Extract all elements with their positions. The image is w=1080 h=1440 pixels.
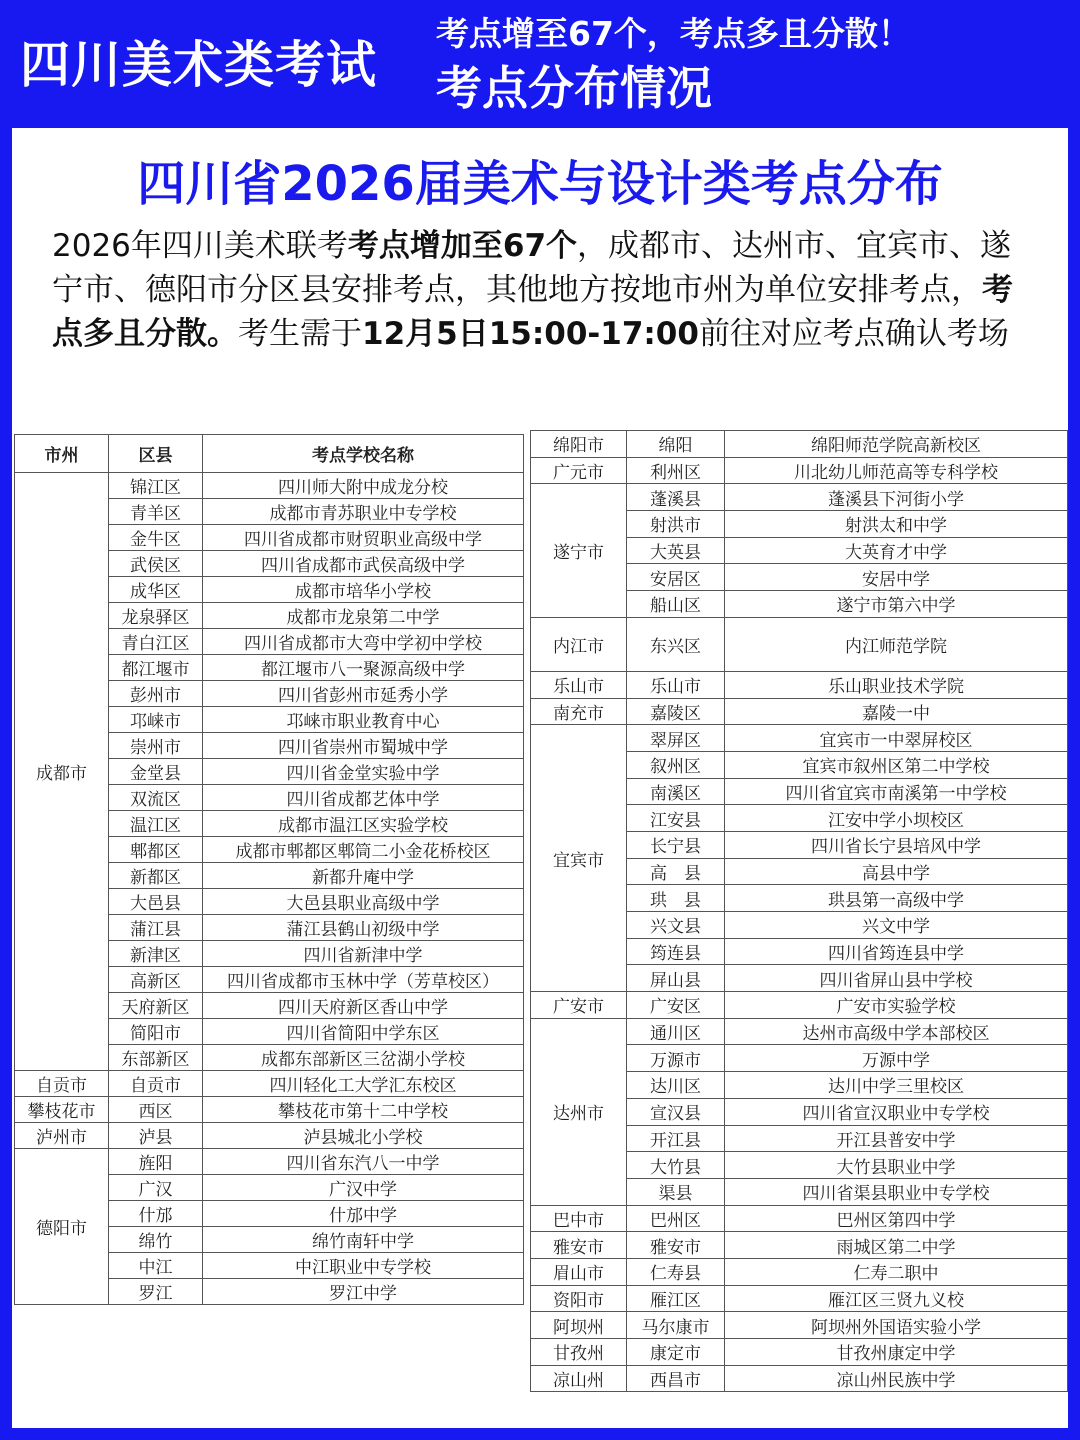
district-cell: 大英县 bbox=[627, 537, 725, 564]
school-cell: 达川中学三里校区 bbox=[725, 1072, 1068, 1099]
district-cell: 康定市 bbox=[627, 1339, 725, 1366]
district-cell: 旌阳 bbox=[109, 1149, 203, 1175]
district-cell: 广安区 bbox=[627, 992, 725, 1019]
school-cell: 四川省成都市财贸职业高级中学 bbox=[203, 525, 524, 551]
table-row bbox=[531, 725, 1068, 752]
school-cell: 江安中学小坝校区 bbox=[725, 805, 1068, 832]
table-header-row bbox=[15, 435, 524, 473]
school-cell: 广安市实验学校 bbox=[725, 992, 1068, 1019]
school-cell: 四川省成都市玉林中学（芳草校区） bbox=[203, 967, 524, 993]
table-row bbox=[531, 671, 1068, 698]
district-cell: 安居区 bbox=[627, 564, 725, 591]
district-cell: 新都区 bbox=[109, 863, 203, 889]
city-cell: 资阳市 bbox=[531, 1285, 627, 1312]
school-cell: 射洪太和中学 bbox=[725, 511, 1068, 538]
district-cell: 金牛区 bbox=[109, 525, 203, 551]
district-cell: 雅安市 bbox=[627, 1232, 725, 1259]
school-cell: 四川省崇州市蜀城中学 bbox=[203, 733, 524, 759]
school-cell: 新都升庵中学 bbox=[203, 863, 524, 889]
school-cell: 安居中学 bbox=[725, 564, 1068, 591]
intro-text-2: ，成都市、达州市、宜宾市、遂宁市、德阳市分区县安排考点，其他地方按地市州为单位安排考点， bbox=[52, 228, 1012, 308]
table-row bbox=[15, 1149, 524, 1175]
school-cell: 四川省金堂实验中学 bbox=[203, 759, 524, 785]
header-district: 区县 bbox=[109, 435, 203, 473]
school-cell: 中江职业中专学校 bbox=[203, 1253, 524, 1279]
exam-site-table-left bbox=[14, 434, 524, 1305]
district-cell: 雁江区 bbox=[627, 1285, 725, 1312]
city-cell: 巴中市 bbox=[531, 1205, 627, 1232]
district-cell: 开江县 bbox=[627, 1125, 725, 1152]
school-cell: 广汉中学 bbox=[203, 1175, 524, 1201]
school-cell: 宜宾市一中翠屏校区 bbox=[725, 725, 1068, 752]
district-cell: 蒲江县 bbox=[109, 915, 203, 941]
table-row bbox=[531, 1258, 1068, 1285]
district-cell: 达川区 bbox=[627, 1072, 725, 1099]
district-cell: 东兴区 bbox=[627, 617, 725, 671]
school-cell: 内江师范学院 bbox=[725, 617, 1068, 671]
district-cell: 通川区 bbox=[627, 1018, 725, 1045]
school-cell: 宜宾市叙州区第二中学校 bbox=[725, 751, 1068, 778]
school-cell: 四川省东汽八一中学 bbox=[203, 1149, 524, 1175]
district-cell: 宣汉县 bbox=[627, 1098, 725, 1125]
school-cell: 四川省屏山县中学校 bbox=[725, 965, 1068, 992]
city-cell: 德阳市 bbox=[15, 1149, 109, 1305]
school-cell: 成都市培华小学校 bbox=[203, 577, 524, 603]
school-cell: 川北幼儿师范高等专科学校 bbox=[725, 457, 1068, 484]
exam-site-table-right bbox=[530, 430, 1068, 1392]
district-cell: 利州区 bbox=[627, 457, 725, 484]
school-cell: 都江堰市八一聚源高级中学 bbox=[203, 655, 524, 681]
city-cell: 阿坝州 bbox=[531, 1312, 627, 1339]
district-cell: 西区 bbox=[109, 1097, 203, 1123]
table-row bbox=[15, 1097, 524, 1123]
school-cell: 大英育才中学 bbox=[725, 537, 1068, 564]
district-cell: 巴州区 bbox=[627, 1205, 725, 1232]
header-school: 考点学校名称 bbox=[203, 435, 524, 473]
district-cell: 江安县 bbox=[627, 805, 725, 832]
table-row bbox=[531, 1285, 1068, 1312]
intro-bold-1: 考点增加至67个 bbox=[347, 228, 578, 264]
school-cell: 罗江中学 bbox=[203, 1279, 524, 1305]
city-cell: 凉山州 bbox=[531, 1365, 627, 1392]
district-cell: 渠县 bbox=[627, 1178, 725, 1205]
district-cell: 武侯区 bbox=[109, 551, 203, 577]
school-cell: 成都东部新区三岔湖小学校 bbox=[203, 1045, 524, 1071]
school-cell: 凉山州民族中学 bbox=[725, 1365, 1068, 1392]
district-cell: 仁寿县 bbox=[627, 1258, 725, 1285]
district-cell: 龙泉驿区 bbox=[109, 603, 203, 629]
district-cell: 珙 县 bbox=[627, 885, 725, 912]
district-cell: 郫都区 bbox=[109, 837, 203, 863]
school-cell: 四川天府新区香山中学 bbox=[203, 993, 524, 1019]
city-cell: 绵阳市 bbox=[531, 431, 627, 458]
district-cell: 金堂县 bbox=[109, 759, 203, 785]
school-cell: 遂宁市第六中学 bbox=[725, 591, 1068, 618]
district-cell: 东部新区 bbox=[109, 1045, 203, 1071]
school-cell: 成都市龙泉第二中学 bbox=[203, 603, 524, 629]
school-cell: 成都市郫都区郫筒二小金花桥校区 bbox=[203, 837, 524, 863]
school-cell: 蓬溪县下河街小学 bbox=[725, 484, 1068, 511]
school-cell: 四川省成都市武侯高级中学 bbox=[203, 551, 524, 577]
table-row bbox=[531, 1205, 1068, 1232]
table-row bbox=[15, 473, 524, 499]
school-cell: 四川省成都市大弯中学初中学校 bbox=[203, 629, 524, 655]
district-cell: 船山区 bbox=[627, 591, 725, 618]
header-city: 市州 bbox=[15, 435, 109, 473]
district-cell: 邛崃市 bbox=[109, 707, 203, 733]
school-cell: 达州市高级中学本部校区 bbox=[725, 1018, 1068, 1045]
district-cell: 兴文县 bbox=[627, 912, 725, 939]
district-cell: 蓬溪县 bbox=[627, 484, 725, 511]
table-row bbox=[15, 1123, 524, 1149]
district-cell: 自贡市 bbox=[109, 1071, 203, 1097]
table-row bbox=[531, 1232, 1068, 1259]
school-cell: 大邑县职业高级中学 bbox=[203, 889, 524, 915]
content-card bbox=[12, 128, 1068, 1428]
intro-bold-3: 12月5日15:00-17:00 bbox=[362, 316, 699, 352]
school-cell: 雨城区第二中学 bbox=[725, 1232, 1068, 1259]
city-cell: 乐山市 bbox=[531, 671, 627, 698]
school-cell: 绵竹南轩中学 bbox=[203, 1227, 524, 1253]
table-row bbox=[531, 1365, 1068, 1392]
school-cell: 兴文中学 bbox=[725, 912, 1068, 939]
city-cell: 南充市 bbox=[531, 698, 627, 725]
district-cell: 泸县 bbox=[109, 1123, 203, 1149]
page-title: 四川省2026届美术与设计类考点分布 bbox=[137, 156, 943, 212]
banner-title: 四川美术类考试 bbox=[20, 36, 377, 94]
school-cell: 绵阳师范学院高新校区 bbox=[725, 431, 1068, 458]
school-cell: 攀枝花市第十二中学校 bbox=[203, 1097, 524, 1123]
table-row bbox=[531, 617, 1068, 671]
school-cell: 四川省彭州市延秀小学 bbox=[203, 681, 524, 707]
district-cell: 大竹县 bbox=[627, 1152, 725, 1179]
table-row bbox=[531, 431, 1068, 458]
school-cell: 四川轻化工大学汇东校区 bbox=[203, 1071, 524, 1097]
school-cell: 邛崃市职业教育中心 bbox=[203, 707, 524, 733]
school-cell: 什邡中学 bbox=[203, 1201, 524, 1227]
city-cell: 攀枝花市 bbox=[15, 1097, 109, 1123]
district-cell: 绵阳 bbox=[627, 431, 725, 458]
city-cell: 眉山市 bbox=[531, 1258, 627, 1285]
intro-text-1: 2026年四川美术联考 bbox=[52, 228, 348, 264]
table-row bbox=[531, 1018, 1068, 1045]
table-row bbox=[531, 698, 1068, 725]
school-cell: 巴州区第四中学 bbox=[725, 1205, 1068, 1232]
district-cell: 大邑县 bbox=[109, 889, 203, 915]
school-cell: 大竹县职业中学 bbox=[725, 1152, 1068, 1179]
intro-paragraph bbox=[52, 224, 1042, 356]
district-cell: 罗江 bbox=[109, 1279, 203, 1305]
district-cell: 嘉陵区 bbox=[627, 698, 725, 725]
school-cell: 四川省宣汉职业中专学校 bbox=[725, 1098, 1068, 1125]
city-cell: 达州市 bbox=[531, 1018, 627, 1205]
district-cell: 锦江区 bbox=[109, 473, 203, 499]
school-cell: 仁寿二职中 bbox=[725, 1258, 1068, 1285]
city-cell: 广安市 bbox=[531, 992, 627, 1019]
school-cell: 甘孜州康定中学 bbox=[725, 1339, 1068, 1366]
district-cell: 马尔康市 bbox=[627, 1312, 725, 1339]
district-cell: 乐山市 bbox=[627, 671, 725, 698]
district-cell: 都江堰市 bbox=[109, 655, 203, 681]
city-cell: 宜宾市 bbox=[531, 725, 627, 992]
school-cell: 泸县城北小学校 bbox=[203, 1123, 524, 1149]
district-cell: 南溪区 bbox=[627, 778, 725, 805]
district-cell: 青白江区 bbox=[109, 629, 203, 655]
district-cell: 高新区 bbox=[109, 967, 203, 993]
school-cell: 嘉陵一中 bbox=[725, 698, 1068, 725]
city-cell: 雅安市 bbox=[531, 1232, 627, 1259]
city-cell: 成都市 bbox=[15, 473, 109, 1071]
table-row bbox=[531, 1312, 1068, 1339]
school-cell: 珙县第一高级中学 bbox=[725, 885, 1068, 912]
city-cell: 泸州市 bbox=[15, 1123, 109, 1149]
city-cell: 广元市 bbox=[531, 457, 627, 484]
district-cell: 射洪市 bbox=[627, 511, 725, 538]
district-cell: 高 县 bbox=[627, 858, 725, 885]
school-cell: 四川省长宁县培风中学 bbox=[725, 831, 1068, 858]
district-cell: 西昌市 bbox=[627, 1365, 725, 1392]
city-cell: 自贡市 bbox=[15, 1071, 109, 1097]
school-cell: 阿坝州外国语实验小学 bbox=[725, 1312, 1068, 1339]
school-cell: 成都市温江区实验学校 bbox=[203, 811, 524, 837]
intro-text-4: 前往对应考点确认考场 bbox=[698, 316, 1009, 352]
district-cell: 彭州市 bbox=[109, 681, 203, 707]
district-cell: 温江区 bbox=[109, 811, 203, 837]
city-cell: 内江市 bbox=[531, 617, 627, 671]
school-cell: 四川省简阳中学东区 bbox=[203, 1019, 524, 1045]
school-cell: 四川省渠县职业中专学校 bbox=[725, 1178, 1068, 1205]
school-cell: 四川省筠连县中学 bbox=[725, 938, 1068, 965]
district-cell: 广汉 bbox=[109, 1175, 203, 1201]
city-cell: 甘孜州 bbox=[531, 1339, 627, 1366]
district-cell: 崇州市 bbox=[109, 733, 203, 759]
school-cell: 蒲江县鹤山初级中学 bbox=[203, 915, 524, 941]
district-cell: 长宁县 bbox=[627, 831, 725, 858]
district-cell: 万源市 bbox=[627, 1045, 725, 1072]
table-row bbox=[531, 457, 1068, 484]
school-cell: 万源中学 bbox=[725, 1045, 1068, 1072]
school-cell: 雁江区三贤九义校 bbox=[725, 1285, 1068, 1312]
district-cell: 什邡 bbox=[109, 1201, 203, 1227]
school-cell: 四川省成都艺体中学 bbox=[203, 785, 524, 811]
table-row bbox=[531, 992, 1068, 1019]
district-cell: 新津区 bbox=[109, 941, 203, 967]
district-cell: 简阳市 bbox=[109, 1019, 203, 1045]
city-cell: 遂宁市 bbox=[531, 484, 627, 617]
district-cell: 青羊区 bbox=[109, 499, 203, 525]
intro-text-3: 考生需于 bbox=[238, 316, 362, 352]
district-cell: 天府新区 bbox=[109, 993, 203, 1019]
school-cell: 四川省宜宾市南溪第一中学校 bbox=[725, 778, 1068, 805]
school-cell: 四川师大附中成龙分校 bbox=[203, 473, 524, 499]
banner-subtitle-line2: 考点分布情况 bbox=[436, 61, 712, 115]
school-cell: 乐山职业技术学院 bbox=[725, 671, 1068, 698]
district-cell: 叙州区 bbox=[627, 751, 725, 778]
school-cell: 高县中学 bbox=[725, 858, 1068, 885]
district-cell: 屏山县 bbox=[627, 965, 725, 992]
table-row bbox=[531, 1339, 1068, 1366]
district-cell: 中江 bbox=[109, 1253, 203, 1279]
district-cell: 双流区 bbox=[109, 785, 203, 811]
intro-bold-2: 考点多且分散。 bbox=[52, 272, 1013, 352]
school-cell: 成都市青苏职业中专学校 bbox=[203, 499, 524, 525]
table-row bbox=[531, 484, 1068, 511]
district-cell: 筠连县 bbox=[627, 938, 725, 965]
school-cell: 四川省新津中学 bbox=[203, 941, 524, 967]
school-cell: 开江县普安中学 bbox=[725, 1125, 1068, 1152]
district-cell: 翠屏区 bbox=[627, 725, 725, 752]
banner-subtitle-line1: 考点增至67个，考点多且分散！ bbox=[436, 14, 911, 53]
district-cell: 绵竹 bbox=[109, 1227, 203, 1253]
district-cell: 成华区 bbox=[109, 577, 203, 603]
table-row bbox=[15, 1071, 524, 1097]
